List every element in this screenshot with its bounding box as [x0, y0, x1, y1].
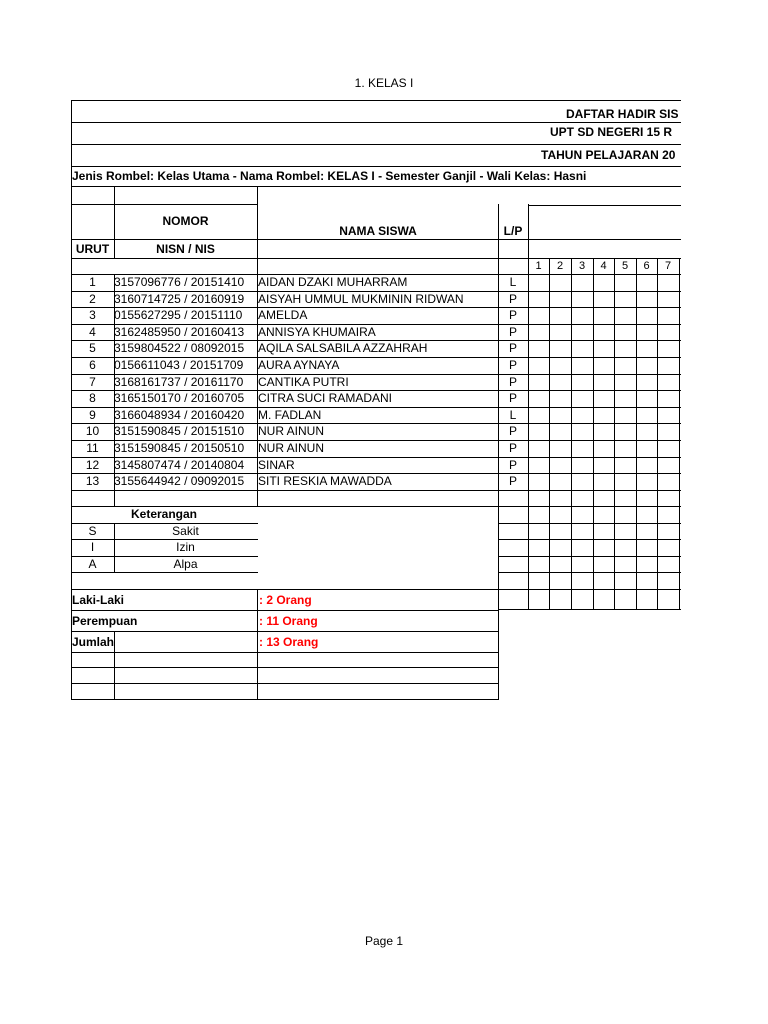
day-number: 6 [643, 260, 650, 272]
day-number: 7 [664, 260, 672, 272]
student-name: CANTIKA PUTRI [258, 375, 349, 389]
grid-line [498, 609, 681, 610]
keterangan-label: Sakit [172, 524, 199, 538]
summary-label: Jumlah [72, 635, 115, 649]
grid-line [549, 258, 550, 610]
student-name: NUR AINUN [258, 441, 325, 455]
grid-line [71, 652, 499, 653]
day-number: 3 [578, 260, 586, 272]
student-gender: P [508, 308, 517, 322]
student-nisn: 3157096776 / 20151410 [114, 275, 245, 289]
lp-header: L/P [503, 224, 523, 238]
student-urut: 10 [85, 424, 100, 438]
student-nisn: 0155627295 / 20151110 [114, 308, 243, 322]
student-urut: 11 [86, 441, 99, 455]
student-name: SINAR [258, 458, 295, 472]
summary-label: Laki-Laki [72, 593, 125, 607]
student-urut: 2 [89, 292, 96, 306]
grid-line [71, 683, 499, 684]
student-nisn: 3155644942 / 09092015 [114, 474, 245, 488]
student-nisn: 3151590845 / 20151510 [114, 424, 245, 438]
student-nisn: 3165150170 / 20160705 [114, 391, 245, 405]
sheet-header-title: DAFTAR HADIR SIS [566, 107, 679, 121]
student-gender: P [508, 424, 517, 438]
grid-line [636, 258, 637, 610]
student-gender: P [508, 474, 517, 488]
student-name: AURA AYNAYA [258, 358, 340, 372]
student-urut: 12 [85, 458, 100, 472]
student-name: CITRA SUCI RAMADANI [258, 391, 393, 405]
summary-value: : 13 Orang [259, 635, 319, 649]
student-name: ANNISYA KHUMAIRA [258, 325, 376, 339]
rombel-info: Jenis Rombel: Kelas Utama - Nama Rombel: KELAS I - Semester Ganjil - Wali Kelas: Hasni [72, 169, 587, 183]
day-number: 1 [535, 260, 542, 272]
summary-label: Perempuan [72, 614, 138, 628]
grid-line [71, 144, 681, 145]
grid-line [71, 610, 499, 611]
student-urut: 3 [89, 308, 96, 322]
student-nisn: 3162485950 / 20160413 [114, 325, 245, 339]
urut-header: URUT [75, 242, 110, 256]
student-gender: P [508, 341, 517, 355]
grid-line [498, 523, 681, 524]
grid-line [498, 556, 681, 557]
grid-line [498, 539, 681, 540]
grid-line [679, 258, 680, 610]
summary-value: : 11 Orang [259, 614, 318, 628]
grid-line [593, 258, 594, 610]
grid-line [71, 631, 499, 632]
nomor-header: NOMOR [162, 214, 209, 228]
grid-line [257, 589, 258, 700]
student-gender: L [509, 275, 517, 289]
student-gender: P [508, 292, 517, 306]
student-gender: P [508, 358, 517, 372]
school-year: TAHUN PELAJARAN 20 [541, 148, 676, 162]
student-name: M. FADLAN [258, 408, 322, 422]
student-urut: 5 [89, 341, 96, 355]
school-name: UPT SD NEGERI 15 R [550, 125, 673, 139]
grid-line [71, 699, 499, 700]
student-gender: P [508, 391, 517, 405]
student-urut: 9 [89, 408, 96, 422]
nisn-header: NISN / NIS [156, 242, 215, 256]
student-nisn: 3160714725 / 20160919 [114, 292, 245, 306]
grid-line [71, 490, 681, 491]
student-name: AIDAN DZAKI MUHARRAM [258, 275, 408, 289]
student-gender: P [508, 458, 517, 472]
student-nisn: 3145807474 / 20140804 [114, 458, 245, 472]
grid-line [114, 631, 115, 700]
student-nisn: 3168161737 / 20161170 [114, 375, 244, 389]
keterangan-code: A [88, 557, 97, 571]
grid-line [498, 572, 681, 573]
student-urut: 7 [89, 375, 96, 389]
student-name: AQILA SALSABILA AZZAHRAH [258, 341, 428, 355]
page-number: Page 1 [364, 934, 404, 948]
student-urut: 6 [89, 358, 96, 372]
student-nisn: 3151590845 / 20150510 [114, 441, 245, 455]
grid-line [71, 166, 681, 167]
grid-line [614, 258, 615, 610]
student-urut: 1 [89, 275, 96, 289]
keterangan-label: Alpa [173, 557, 198, 571]
grid-line [571, 258, 572, 610]
sheet-title: 1. KELAS I [354, 76, 414, 90]
student-gender: P [508, 325, 517, 339]
nama-header: NAMA SISWA [339, 224, 417, 238]
student-gender: L [509, 408, 517, 422]
student-nisn: 3159804522 / 08092015 [114, 341, 245, 355]
summary-value: : 2 Orang [259, 593, 312, 607]
student-name: NUR AINUN [258, 424, 325, 438]
grid-line [657, 258, 658, 610]
student-name: SITI RESKIA MAWADDA [258, 474, 392, 488]
grid-line [528, 205, 681, 206]
day-number: 2 [556, 260, 564, 272]
student-nisn: 0156611043 / 20151709 [114, 358, 244, 372]
grid-line [498, 589, 681, 590]
student-urut: 8 [89, 391, 96, 405]
grid-line [71, 186, 681, 187]
keterangan-code: I [90, 540, 95, 554]
day-number: 5 [621, 260, 629, 272]
grid-line [71, 204, 258, 205]
day-number: 4 [600, 260, 607, 272]
student-name: AMELDA [258, 308, 308, 322]
keterangan-title: Keterangan [130, 507, 198, 521]
student-gender: P [508, 441, 517, 455]
student-urut: 13 [85, 474, 100, 488]
student-nisn: 3166048934 / 20160420 [114, 408, 245, 422]
keterangan-code: S [88, 524, 97, 538]
grid-line [528, 239, 681, 240]
student-gender: P [508, 375, 517, 389]
grid-line [71, 589, 499, 590]
grid-line [71, 100, 681, 101]
grid-line [71, 122, 681, 123]
grid-line [71, 572, 258, 573]
keterangan-label: Izin [176, 540, 195, 554]
student-name: AISYAH UMMUL MUKMININ RIDWAN [258, 292, 464, 306]
grid-line [71, 667, 499, 668]
student-urut: 4 [89, 325, 96, 339]
